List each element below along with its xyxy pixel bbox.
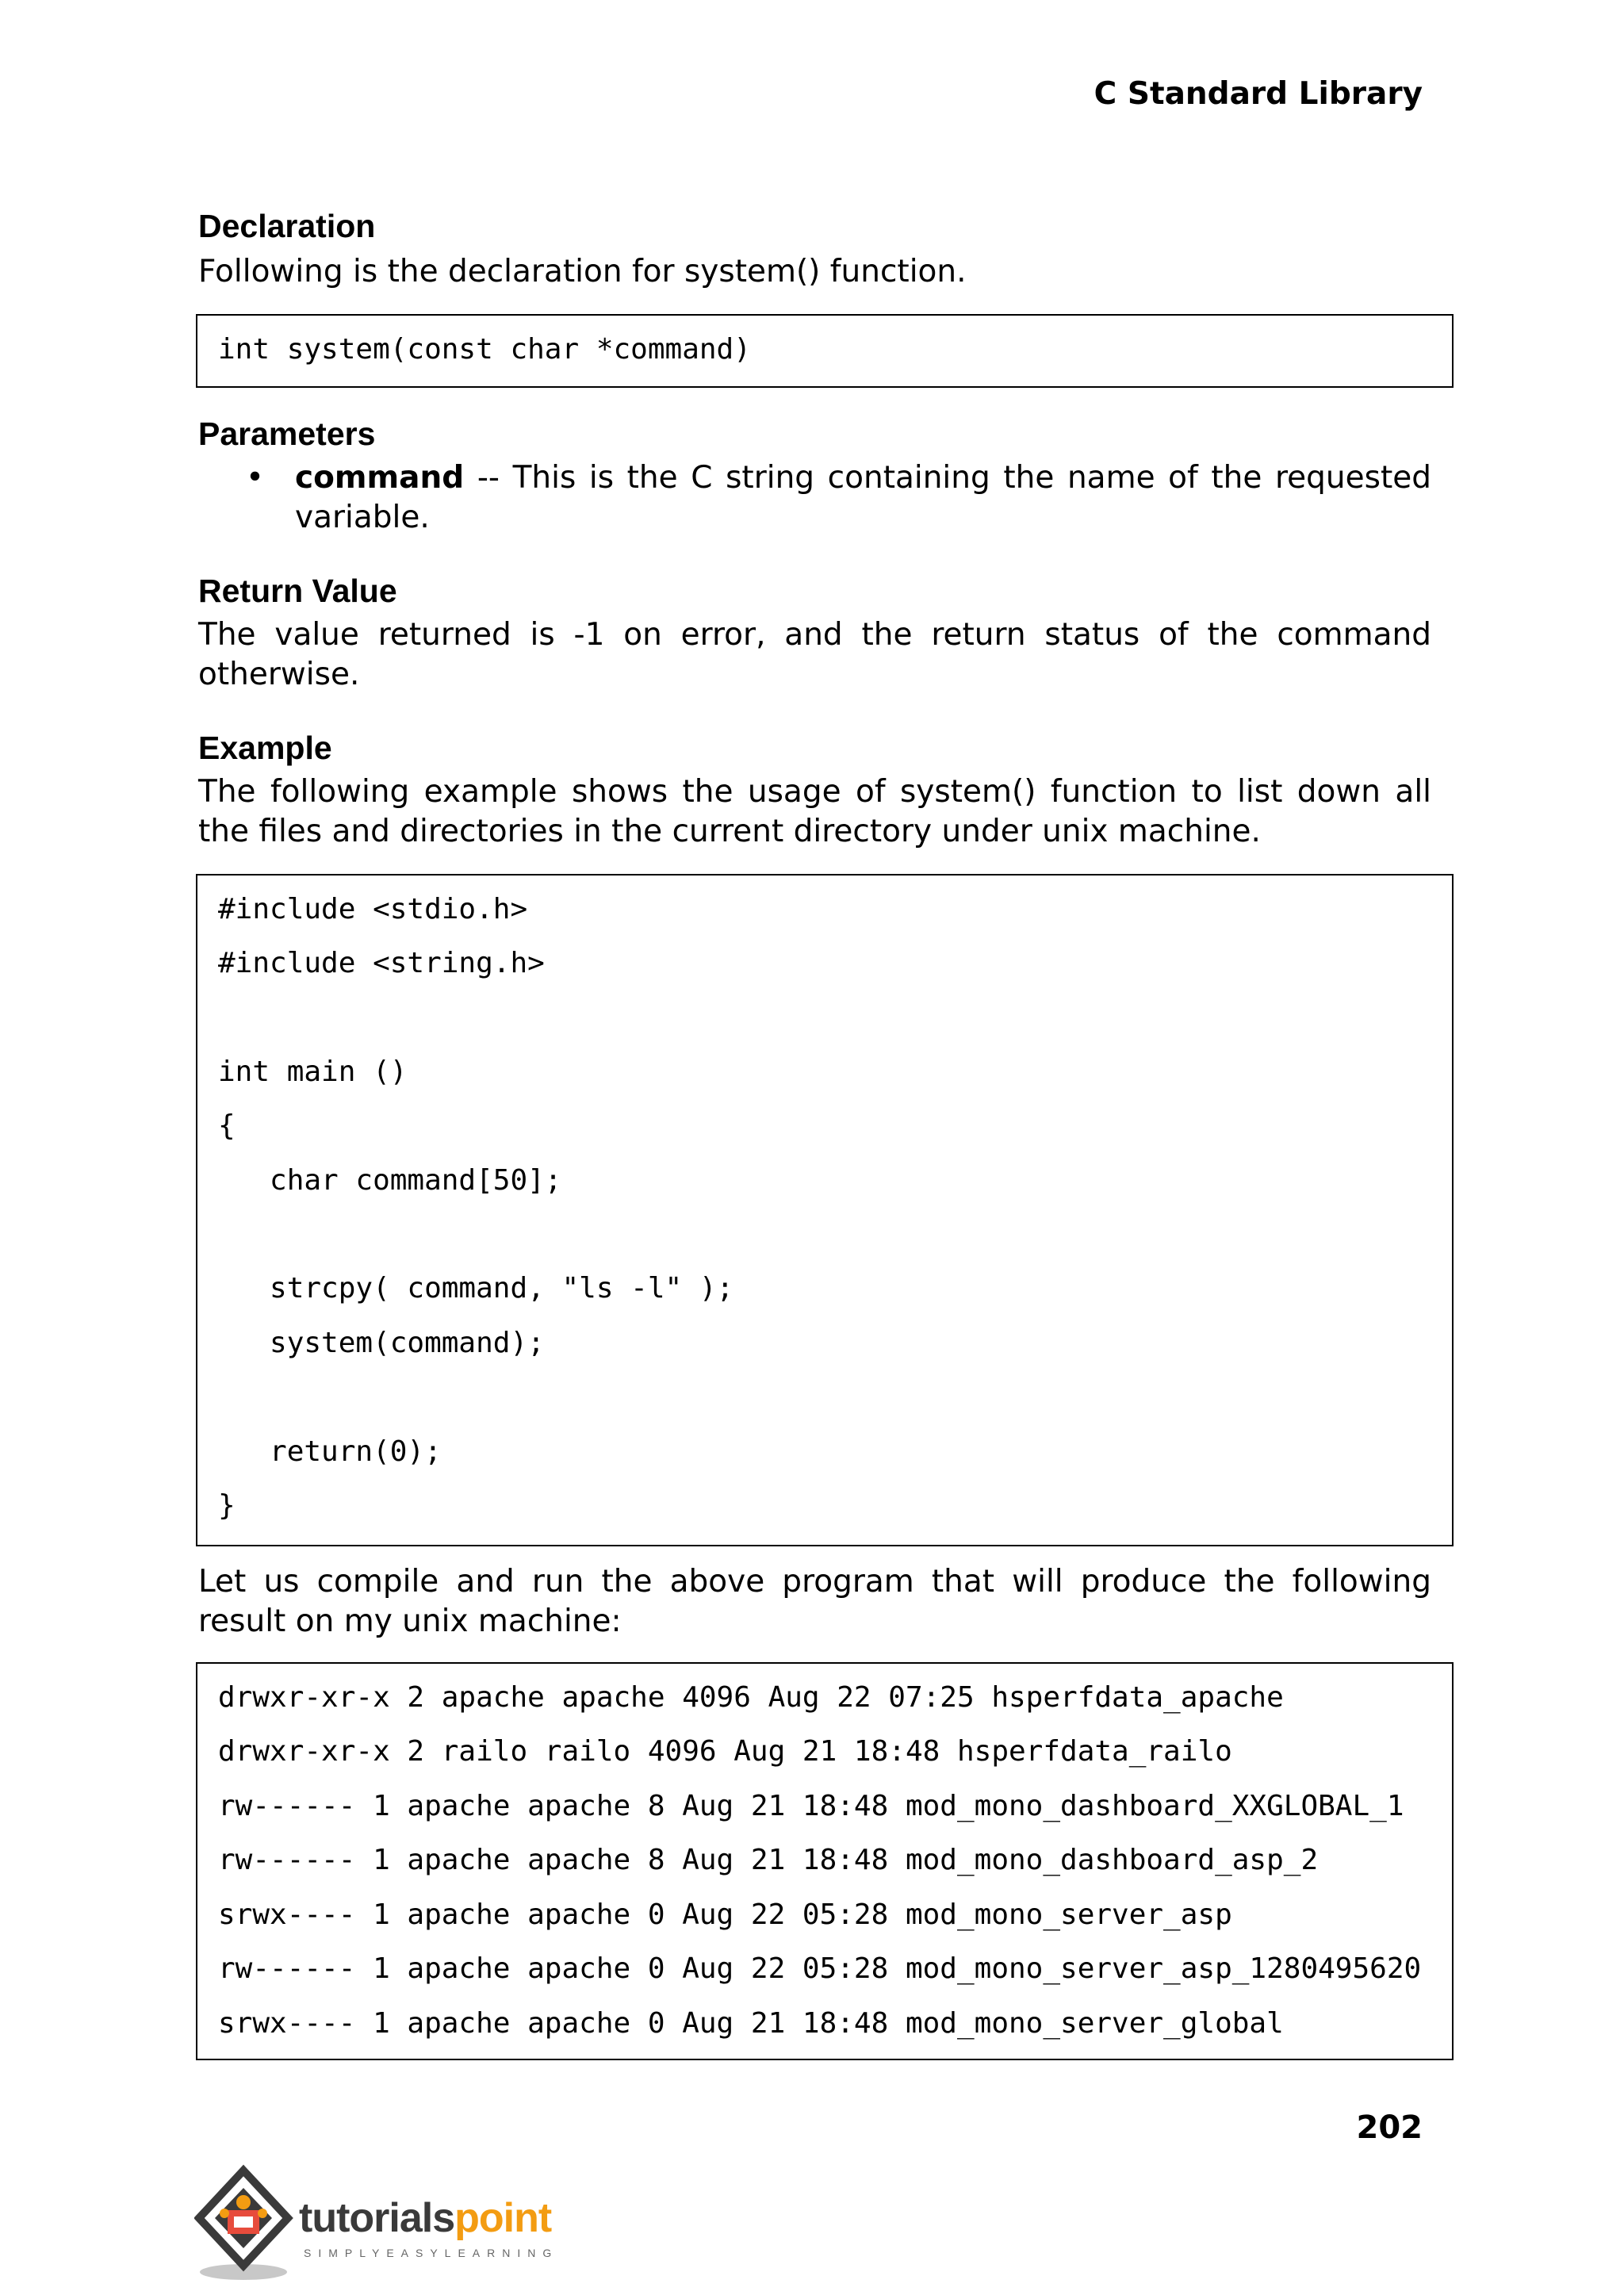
parameters-heading: Parameters bbox=[198, 416, 376, 452]
declaration-code: int system(const char *command) bbox=[218, 333, 751, 366]
return-value-heading: Return Value bbox=[198, 573, 397, 609]
output-line: drwxr-xr-x 2 apache apache 4096 Aug 22 07:25 hsperfdata_apache bbox=[218, 1681, 1284, 1714]
logo-tagline: SIMPLYEASYLEARNING bbox=[304, 2247, 559, 2259]
output-line: srwx---- 1 apache apache 0 Aug 21 18:48 mod_mono_server_global bbox=[218, 2007, 1284, 2040]
code-line: strcpy( command, "ls -l" ); bbox=[218, 1272, 734, 1305]
declaration-text: Following is the declaration for system() function. bbox=[198, 254, 967, 289]
running-header: C Standard Library bbox=[1094, 76, 1423, 112]
code-line: #include <string.h> bbox=[218, 947, 545, 979]
output-line: rw------ 1 apache apache 8 Aug 21 18:48 mod_mono_dashboard_asp_2 bbox=[218, 1844, 1319, 1876]
logo-wordmark bbox=[299, 2194, 551, 2242]
tutorialspoint-logo bbox=[194, 2161, 575, 2288]
declaration-code-box bbox=[196, 314, 1454, 388]
output-line: srwx---- 1 apache apache 0 Aug 22 05:28 mod_mono_server_asp bbox=[218, 1898, 1232, 1931]
output-box bbox=[196, 1662, 1454, 2060]
output-line: drwxr-xr-x 2 railo railo 4096 Aug 21 18:48 hsperfdata_railo bbox=[218, 1735, 1232, 1768]
logo-wordmark-text: tutorials bbox=[299, 2195, 455, 2241]
return-value-text: The value returned is -1 on error, and the return status of the command otherwise. bbox=[198, 617, 1431, 692]
code-line: int main () bbox=[218, 1056, 408, 1088]
logo-emblem-icon bbox=[194, 2161, 305, 2288]
code-line: #include <stdio.h> bbox=[218, 893, 528, 925]
parameter-text bbox=[295, 458, 1431, 538]
example-heading: Example bbox=[198, 730, 332, 766]
parameter-name: command bbox=[295, 460, 465, 496]
code-line: } bbox=[218, 1489, 236, 1522]
example-text: The following example shows the usage of system() function to list down all the files and directories in the current directory under unix machine. bbox=[198, 774, 1431, 849]
code-line: { bbox=[218, 1109, 236, 1142]
result-intro-text: Let us compile and run the above program that will produce the following result on my unix machine: bbox=[198, 1564, 1431, 1639]
code-line: system(command); bbox=[218, 1327, 545, 1359]
declaration-heading: Declaration bbox=[198, 208, 376, 244]
page-number: 202 bbox=[1356, 2109, 1423, 2146]
parameter-description: -- This is the C string containing the name of the requested variable. bbox=[295, 460, 1431, 535]
output-line: rw------ 1 apache apache 0 Aug 22 05:28 mod_mono_server_asp_1280495620 bbox=[218, 1952, 1422, 1985]
bullet-icon: • bbox=[246, 460, 265, 496]
code-line: return(0); bbox=[218, 1435, 442, 1468]
output-line: rw------ 1 apache apache 8 Aug 21 18:48 mod_mono_dashboard_XXGLOBAL_1 bbox=[218, 1790, 1404, 1822]
code-line: char command[50]; bbox=[218, 1164, 562, 1197]
example-code-box bbox=[196, 874, 1454, 1546]
logo-wordmark-accent: point bbox=[454, 2195, 552, 2241]
